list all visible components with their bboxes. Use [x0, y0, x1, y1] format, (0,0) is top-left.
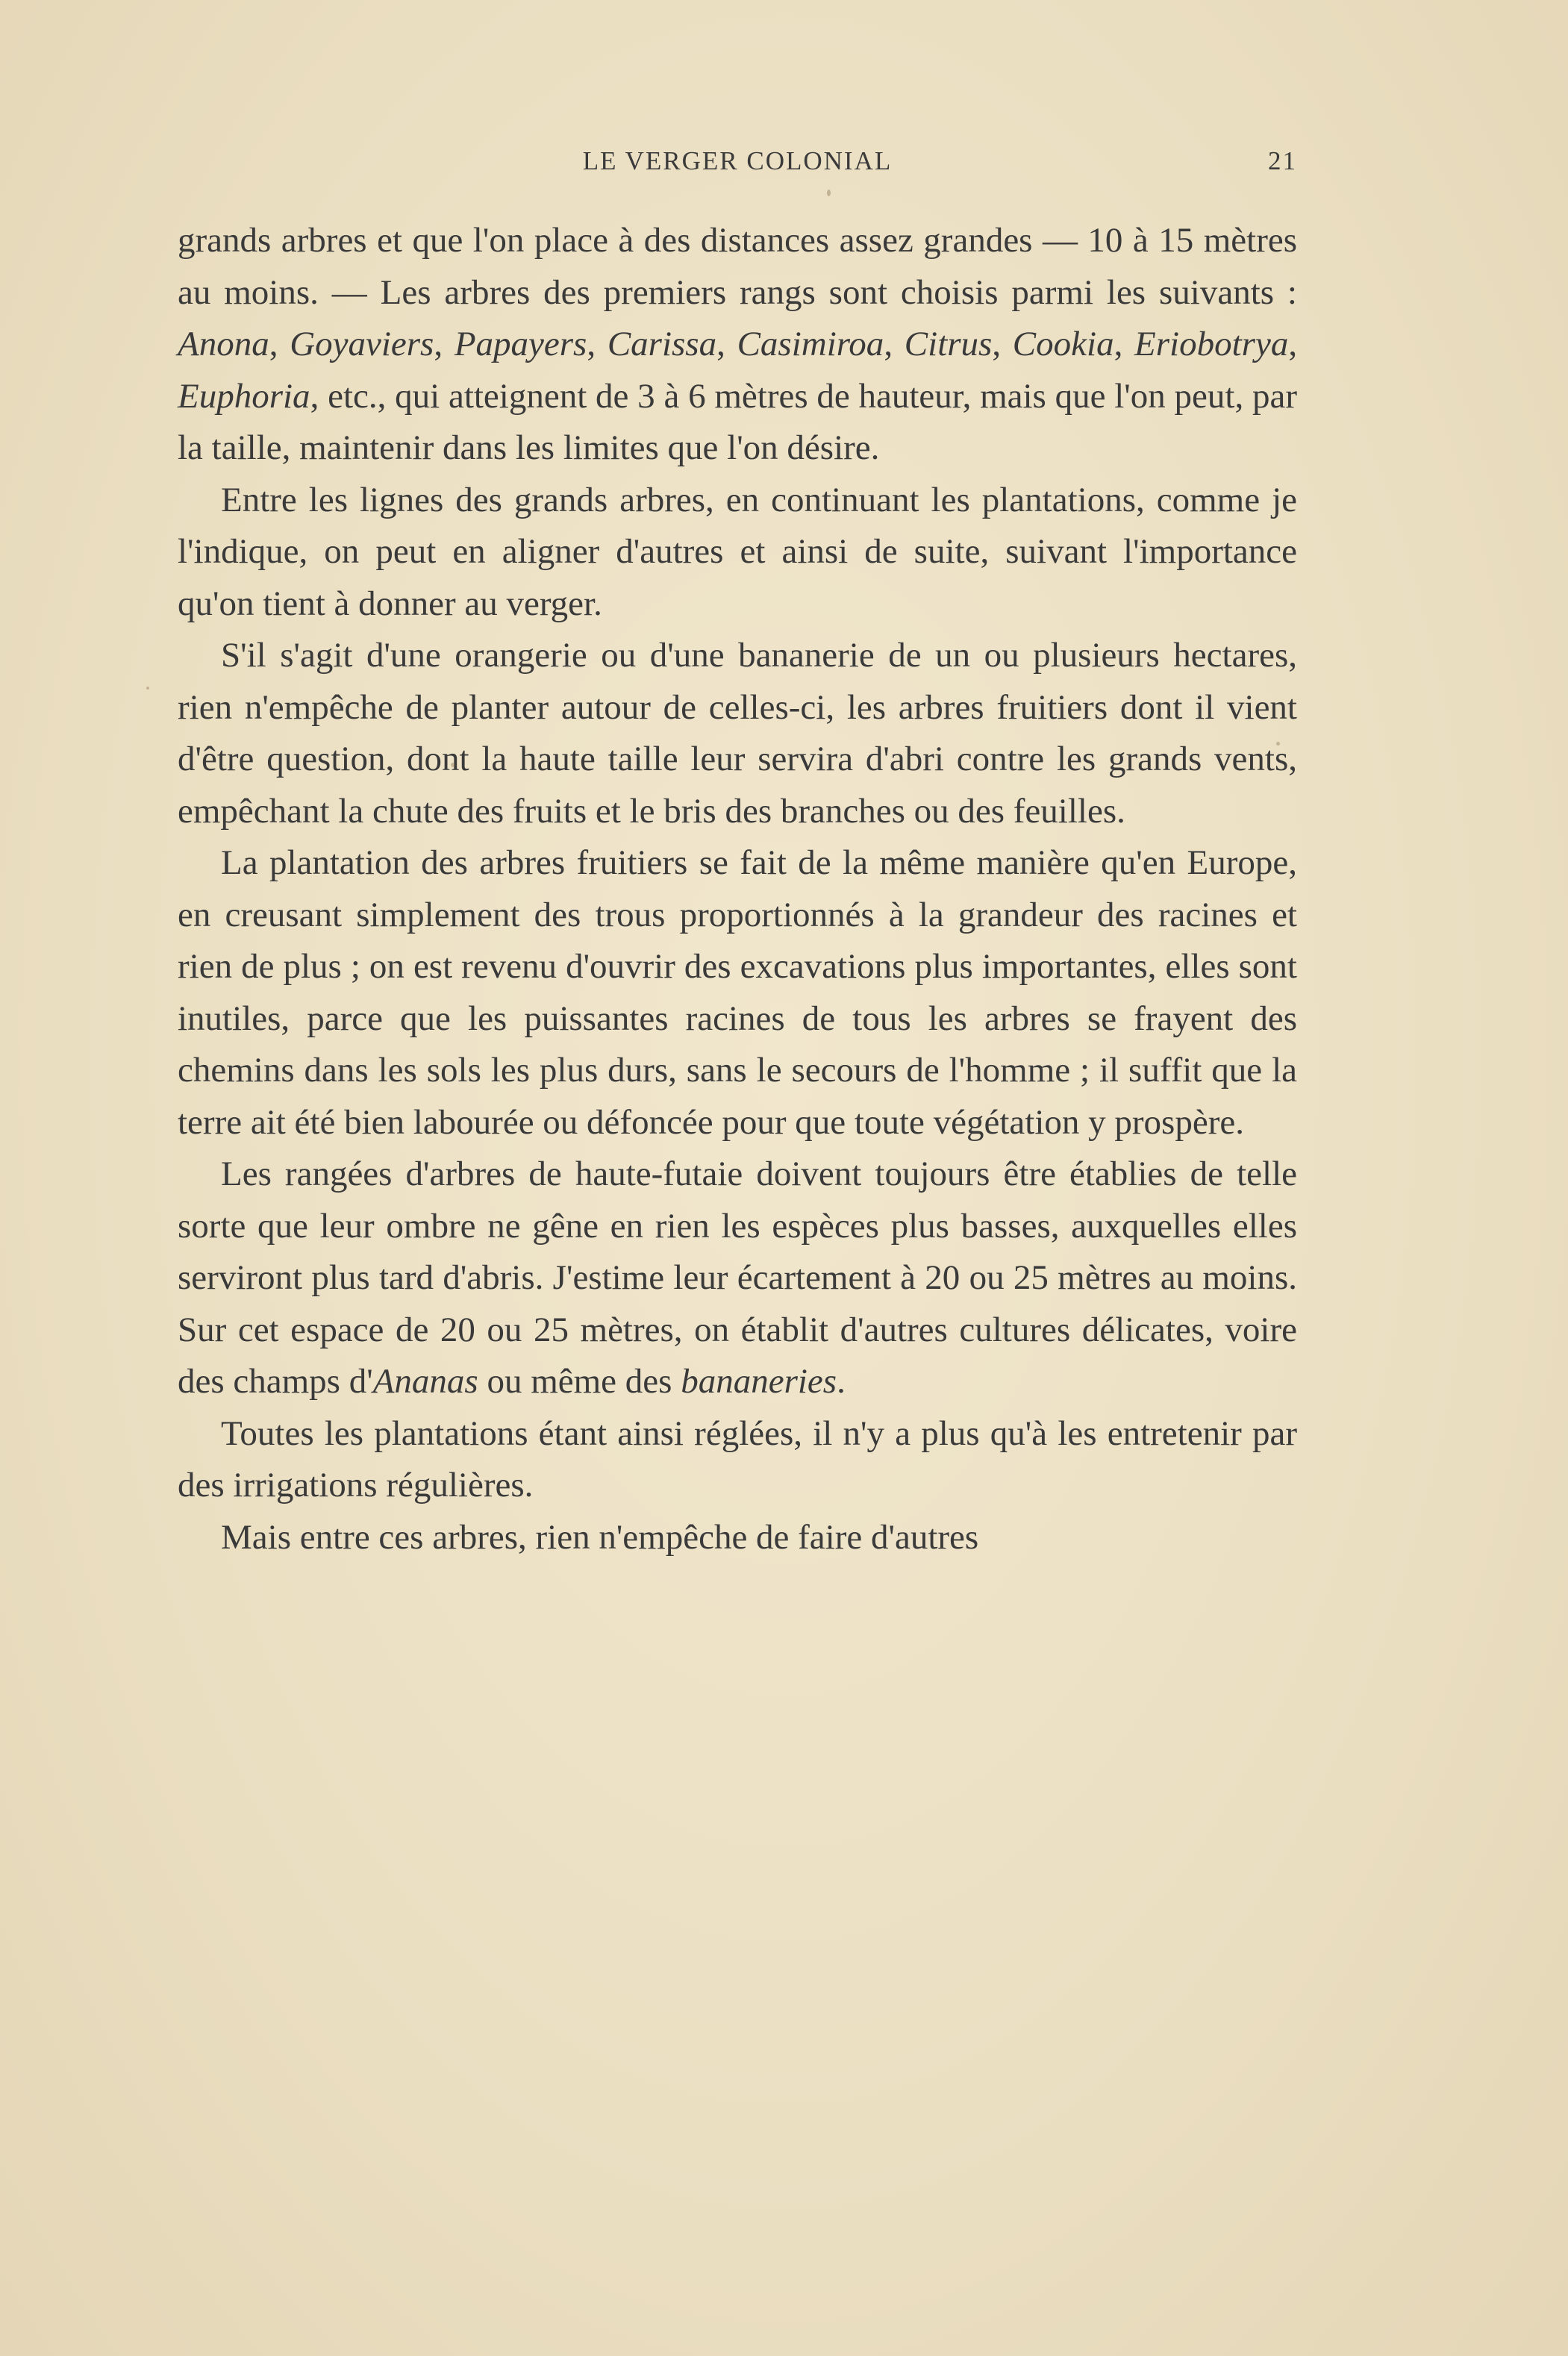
paper-speck	[451, 763, 455, 767]
italic-term: Carissa	[607, 325, 717, 363]
italic-term: Ananas	[372, 1362, 478, 1401]
italic-term: Papayers	[454, 325, 587, 363]
text-run: grands arbres et que l'on place à des distances assez grandes — 10 à 15 mètres au moins. — Les arbres des premiers rangs sont choisis parmi les suivants :	[178, 221, 1297, 312]
text-run: Toutes les plantations étant ainsi réglées, il n'y a plus qu'à les entretenir par des irrigations régulières.	[178, 1413, 1297, 1504]
text-run: ,	[434, 325, 455, 363]
text-run: ,	[1288, 325, 1298, 363]
italic-term: Anona	[178, 325, 269, 363]
text-run: S'il s'agit d'une orangerie ou d'une bananerie de un ou plusieurs hectares, rien n'empêche de planter autour de celles-ci, les arbres fruitiers dont il vient d'être question, dont la haute taille leur servira d'abri contre les grands vents, empêchant la chute des fruits et le bris des branches ou des feuilles.	[178, 636, 1297, 831]
text-run: ,	[884, 325, 905, 363]
running-title: LE VERGER COLONIAL	[582, 146, 893, 175]
text-run: ou même des	[478, 1362, 681, 1401]
paragraph	[178, 1408, 1297, 1512]
italic-term: Cookia	[1012, 325, 1114, 363]
paragraph	[178, 1512, 1297, 1564]
paragraph	[178, 837, 1297, 1149]
paragraph	[178, 630, 1297, 837]
italic-term: Eriobotrya	[1134, 325, 1289, 363]
italic-term: Goyaviers	[290, 325, 434, 363]
page-number: 21	[1268, 146, 1297, 175]
text-run: , etc., qui atteignent de 3 à 6 mètres de hauteur, mais que l'on peut, par la taille, maintenir dans les limites que l'on désire.	[178, 376, 1297, 467]
paper-speck	[1276, 742, 1280, 746]
text-run: .	[837, 1362, 846, 1401]
text-run: La plantation des arbres fruitiers se fait de la même manière qu'en Europe, en creusant simplement des trous proportionnés à la grandeur des racines et rien de plus ; on est revenu d'ouvrir des excavations plus importantes, elles sont inutiles, parce que les puissantes racines de tous les arbres se frayent des chemins dans les sols les plus durs, sans le secours de l'homme ; il suffit que la terre ait été bien labourée ou défoncée pour que toute végétation y prospère.	[178, 843, 1297, 1142]
paragraph	[178, 215, 1297, 475]
text-run: Mais entre ces arbres, rien n'empêche de faire d'autres	[221, 1517, 979, 1557]
text-run: ,	[716, 325, 737, 363]
text-run: ,	[1113, 325, 1135, 363]
body-text	[178, 215, 1297, 1563]
text-run: ,	[269, 325, 290, 363]
italic-term: bananeries	[681, 1362, 837, 1401]
text-run: Entre les lignes des grands arbres, en continuant les plantations, comme je l'indique, on peut en aligner d'autres et ainsi de suite, suivant l'importance qu'on tient à donner au verger.	[178, 480, 1297, 623]
italic-term: Casimiroa	[737, 325, 884, 363]
text-run: ,	[992, 325, 1013, 363]
page-header	[178, 146, 1297, 184]
paragraph	[178, 475, 1297, 631]
paragraph	[178, 1149, 1297, 1408]
paper-speck	[827, 190, 831, 196]
italic-term: Euphoria	[178, 376, 310, 416]
text-run: Les rangées d'arbres de haute-futaie doivent toujours être établies de telle sorte que leur ombre ne gêne en rien les espèces plus basses, auxquelles elles serviront plus tard d'abris. J'estime leur écartement à 20 ou 25 mètres au moins. Sur cet espace de 20 ou 25 mètres, on établit d'autres cultures délicates, voire des champs d'	[178, 1154, 1297, 1401]
text-run: ,	[587, 325, 607, 363]
paper-speck	[146, 687, 149, 690]
italic-term: Citrus	[904, 325, 993, 363]
